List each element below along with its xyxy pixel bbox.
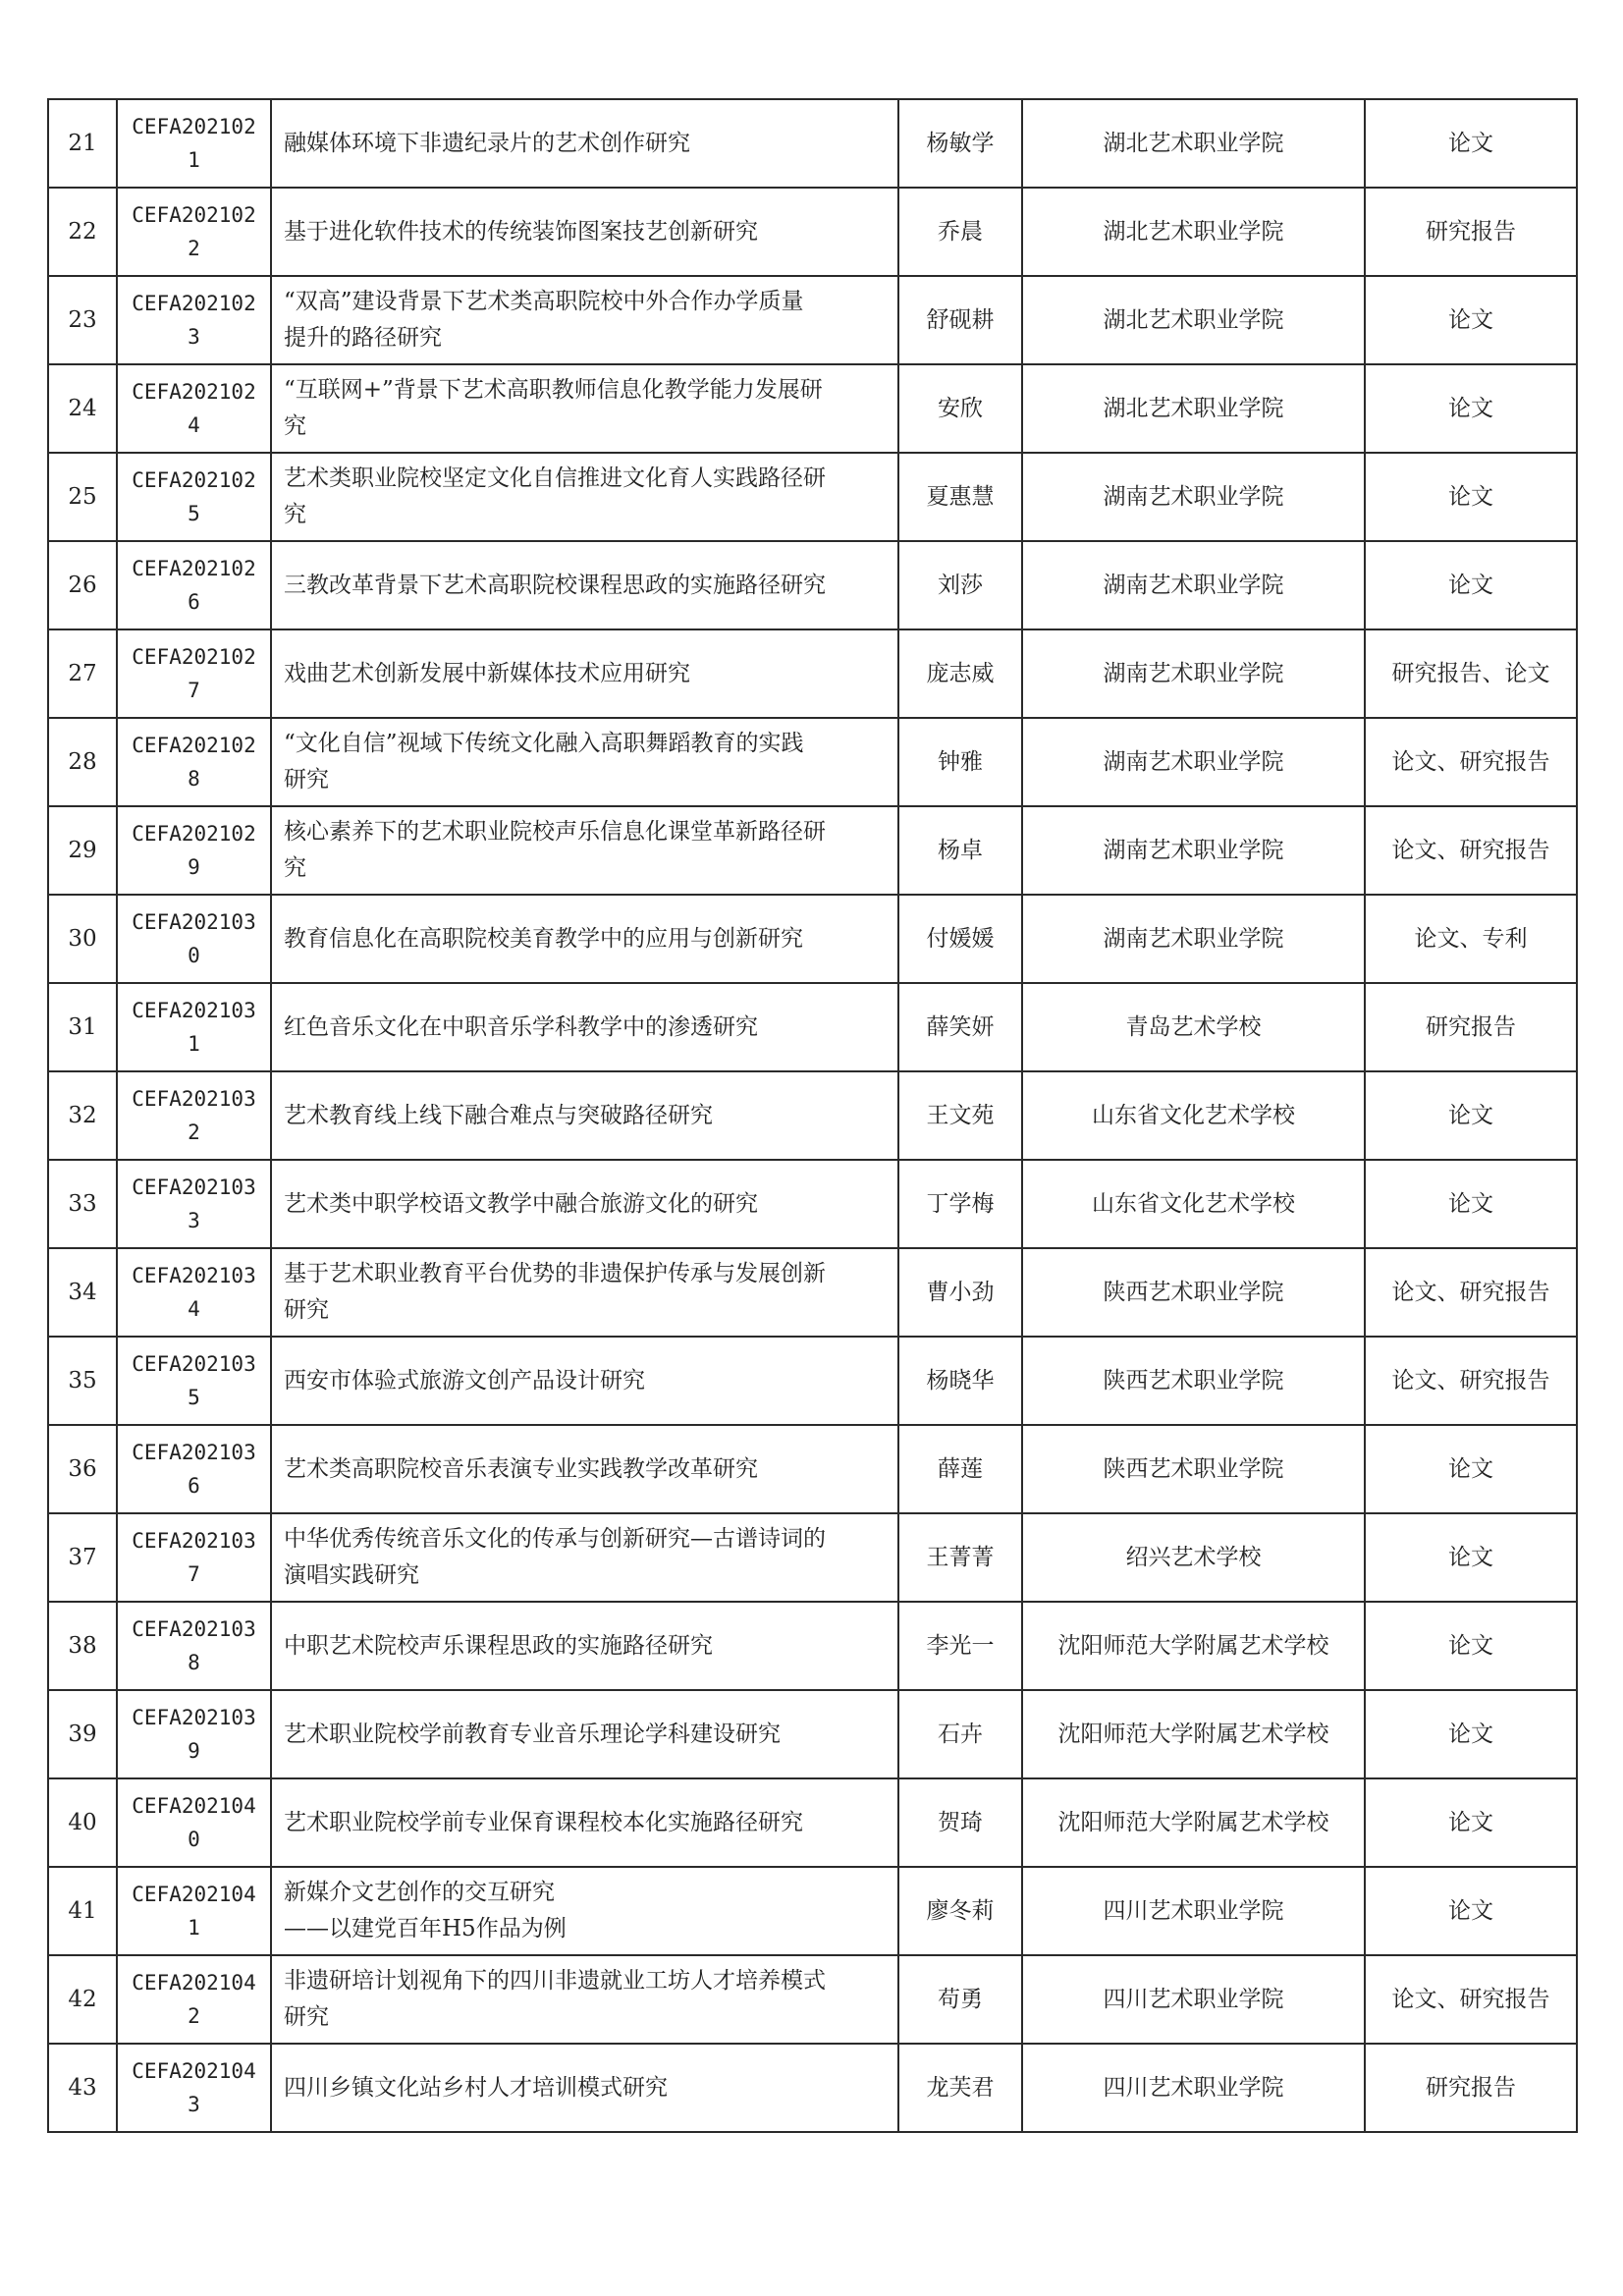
project-code: [117, 1778, 271, 1867]
project-code-line-2: 3: [188, 325, 200, 349]
project-code-line-2: 1: [188, 148, 200, 172]
project-title-line: 研究: [284, 2004, 329, 2030]
institution: 湖南艺术职业学院: [1022, 718, 1365, 806]
table-row: [48, 1248, 1577, 1337]
project-leader: 安欣: [898, 364, 1022, 453]
project-title-line: 教育信息化在高职院校美育教学中的应用与创新研究: [284, 925, 803, 952]
project-code: [117, 1602, 271, 1690]
project-code-line-1: CEFA202104: [132, 1971, 256, 1995]
project-code: [117, 1248, 271, 1337]
row-number: 23: [48, 276, 117, 364]
project-title-line: 核心素养下的艺术职业院校声乐信息化课堂革新路径研: [284, 819, 826, 845]
project-code-line-1: CEFA202104: [132, 1883, 256, 1906]
project-title: [271, 1425, 898, 1513]
project-code: [117, 1425, 271, 1513]
expected-output: 研究报告、论文: [1365, 629, 1577, 718]
project-code-line-2: 2: [188, 1121, 200, 1144]
project-title: [271, 276, 898, 364]
table-row: [48, 1160, 1577, 1248]
institution: 湖北艺术职业学院: [1022, 364, 1365, 453]
project-title: [271, 983, 898, 1071]
project-code: [117, 364, 271, 453]
project-code: [117, 1513, 271, 1602]
institution: 山东省文化艺术学校: [1022, 1160, 1365, 1248]
project-title-line: 三教改革背景下艺术高职院校课程思政的实施路径研究: [284, 572, 826, 598]
expected-output: 论文: [1365, 1071, 1577, 1160]
project-code-line-1: CEFA202102: [132, 380, 256, 404]
table-row: [48, 983, 1577, 1071]
project-title: [271, 2044, 898, 2132]
project-code: [117, 276, 271, 364]
project-title-line: 基于艺术职业教育平台优势的非遗保护传承与发展创新: [284, 1261, 826, 1286]
institution: 湖北艺术职业学院: [1022, 188, 1365, 276]
expected-output: 论文、专利: [1365, 895, 1577, 983]
table-row: [48, 2044, 1577, 2132]
project-title-line: 戏曲艺术创新发展中新媒体技术应用研究: [284, 660, 690, 686]
row-number: 28: [48, 718, 117, 806]
project-code-line-2: 4: [188, 413, 200, 437]
project-code-line-2: 5: [188, 1386, 200, 1409]
project-code: [117, 188, 271, 276]
table-row: [48, 1513, 1577, 1602]
project-code-line-1: CEFA202104: [132, 2059, 256, 2083]
expected-output: 论文: [1365, 1425, 1577, 1513]
project-title-line: 究: [284, 855, 306, 881]
institution: 湖北艺术职业学院: [1022, 99, 1365, 188]
project-code-line-1: CEFA202103: [132, 1617, 256, 1641]
table-row: [48, 806, 1577, 895]
project-leader: 杨敏学: [898, 99, 1022, 188]
project-title: [271, 1602, 898, 1690]
expected-output: 研究报告: [1365, 983, 1577, 1071]
institution: 山东省文化艺术学校: [1022, 1071, 1365, 1160]
project-title: [271, 718, 898, 806]
project-title-line: 艺术教育线上线下融合难点与突破路径研究: [284, 1102, 713, 1128]
row-number: 22: [48, 188, 117, 276]
project-code-line-2: 9: [188, 855, 200, 879]
project-code: [117, 541, 271, 629]
table-row: [48, 364, 1577, 453]
table-row: [48, 541, 1577, 629]
project-code: [117, 1160, 271, 1248]
project-code-line-1: CEFA202102: [132, 115, 256, 138]
project-code-line-2: 6: [188, 1474, 200, 1498]
project-title-line: 研究: [284, 767, 329, 793]
institution: 湖南艺术职业学院: [1022, 806, 1365, 895]
project-code: [117, 1690, 271, 1778]
project-code: [117, 1867, 271, 1955]
project-title-line: 四川乡镇文化站乡村人才培训模式研究: [284, 2074, 668, 2101]
project-title: [271, 364, 898, 453]
institution: 湖南艺术职业学院: [1022, 629, 1365, 718]
expected-output: 论文: [1365, 1513, 1577, 1602]
expected-output: 论文: [1365, 1160, 1577, 1248]
institution: 沈阳师范大学附属艺术学校: [1022, 1602, 1365, 1690]
project-title-line: 提升的路径研究: [284, 325, 442, 351]
project-code: [117, 629, 271, 718]
project-leader: 贺琦: [898, 1778, 1022, 1867]
project-code: [117, 983, 271, 1071]
project-code-line-2: 0: [188, 944, 200, 967]
project-code: [117, 1337, 271, 1425]
project-code-line-2: 1: [188, 1916, 200, 1940]
row-number: 43: [48, 2044, 117, 2132]
project-title: [271, 541, 898, 629]
table-row: [48, 1337, 1577, 1425]
row-number: 26: [48, 541, 117, 629]
institution: 四川艺术职业学院: [1022, 1867, 1365, 1955]
institution: 沈阳师范大学附属艺术学校: [1022, 1690, 1365, 1778]
expected-output: 论文、研究报告: [1365, 806, 1577, 895]
institution: 陕西艺术职业学院: [1022, 1337, 1365, 1425]
project-leader: 李光一: [898, 1602, 1022, 1690]
expected-output: 论文、研究报告: [1365, 1248, 1577, 1337]
row-number: 25: [48, 453, 117, 541]
project-leader: 曹小劲: [898, 1248, 1022, 1337]
project-title-line: 基于进化软件技术的传统装饰图案技艺创新研究: [284, 218, 758, 245]
row-number: 39: [48, 1690, 117, 1778]
project-code-line-2: 7: [188, 1562, 200, 1586]
table-row: [48, 718, 1577, 806]
institution: 青岛艺术学校: [1022, 983, 1365, 1071]
table-row: [48, 1602, 1577, 1690]
project-leader: 乔晨: [898, 188, 1022, 276]
row-number: 30: [48, 895, 117, 983]
project-title: [271, 1955, 898, 2044]
institution: 沈阳师范大学附属艺术学校: [1022, 1778, 1365, 1867]
table-row: [48, 276, 1577, 364]
project-code-line-2: 8: [188, 1651, 200, 1674]
project-code-line-2: 4: [188, 1297, 200, 1321]
expected-output: 论文: [1365, 541, 1577, 629]
project-leader: 舒砚耕: [898, 276, 1022, 364]
project-code-line-1: CEFA202102: [132, 734, 256, 757]
project-title: [271, 806, 898, 895]
project-title: [271, 1160, 898, 1248]
project-title-line: 艺术类职业院校坚定文化自信推进文化育人实践路径研: [284, 465, 826, 491]
project-leader: 庞志威: [898, 629, 1022, 718]
project-leader: 石卉: [898, 1690, 1022, 1778]
project-title: [271, 629, 898, 718]
project-code-line-1: CEFA202102: [132, 557, 256, 580]
project-leader: 王文苑: [898, 1071, 1022, 1160]
project-code-line-1: CEFA202102: [132, 292, 256, 315]
row-number: 24: [48, 364, 117, 453]
institution: 湖南艺术职业学院: [1022, 541, 1365, 629]
table-row: [48, 1955, 1577, 2044]
table-row: [48, 99, 1577, 188]
table-row: [48, 1778, 1577, 1867]
institution: 湖北艺术职业学院: [1022, 276, 1365, 364]
project-code-line-2: 8: [188, 767, 200, 791]
project-title-line: 中职艺术院校声乐课程思政的实施路径研究: [284, 1632, 713, 1659]
project-title-line: 究: [284, 502, 306, 527]
table-row: [48, 1690, 1577, 1778]
institution: 湖南艺术职业学院: [1022, 895, 1365, 983]
institution: 四川艺术职业学院: [1022, 2044, 1365, 2132]
project-leader: 苟勇: [898, 1955, 1022, 2044]
row-number: 40: [48, 1778, 117, 1867]
project-title-line: 演唱实践研究: [284, 1562, 419, 1588]
expected-output: 论文: [1365, 1602, 1577, 1690]
project-code-line-1: CEFA202103: [132, 1175, 256, 1199]
project-title-line: “双高”建设背景下艺术类高职院校中外合作办学质量: [284, 289, 804, 314]
expected-output: 论文: [1365, 99, 1577, 188]
project-code: [117, 99, 271, 188]
project-code-line-2: 6: [188, 590, 200, 614]
project-code: [117, 806, 271, 895]
project-code-line-1: CEFA202103: [132, 1264, 256, 1287]
project-title-line: 艺术类中职学校语文教学中融合旅游文化的研究: [284, 1190, 758, 1217]
row-number: 27: [48, 629, 117, 718]
project-leader: 廖冬莉: [898, 1867, 1022, 1955]
expected-output: 研究报告: [1365, 188, 1577, 276]
project-title-line: “互联网+”背景下艺术高职教师信息化教学能力发展研: [284, 377, 823, 403]
table-row: [48, 1071, 1577, 1160]
institution: 绍兴艺术学校: [1022, 1513, 1365, 1602]
expected-output: 研究报告: [1365, 2044, 1577, 2132]
project-code: [117, 2044, 271, 2132]
project-title: [271, 99, 898, 188]
table-row: [48, 453, 1577, 541]
project-code-line-1: CEFA202102: [132, 468, 256, 492]
project-code-line-2: 5: [188, 502, 200, 525]
institution: 陕西艺术职业学院: [1022, 1425, 1365, 1513]
project-code-line-1: CEFA202103: [132, 1441, 256, 1464]
row-number: 32: [48, 1071, 117, 1160]
project-leader: 夏惠慧: [898, 453, 1022, 541]
project-code-line-1: CEFA202103: [132, 1706, 256, 1729]
project-leader: 薛莲: [898, 1425, 1022, 1513]
project-code-line-2: 7: [188, 679, 200, 702]
project-code-line-2: 2: [188, 237, 200, 260]
expected-output: 论文: [1365, 364, 1577, 453]
row-number: 33: [48, 1160, 117, 1248]
project-code-line-2: 2: [188, 2004, 200, 2028]
project-code: [117, 1071, 271, 1160]
institution: 四川艺术职业学院: [1022, 1955, 1365, 2044]
expected-output: 论文、研究报告: [1365, 1337, 1577, 1425]
project-title-line: 新媒介文艺创作的交互研究: [284, 1880, 555, 1905]
table-row: [48, 188, 1577, 276]
project-leader: 刘莎: [898, 541, 1022, 629]
expected-output: 论文、研究报告: [1365, 1955, 1577, 2044]
row-number: 31: [48, 983, 117, 1071]
institution: 陕西艺术职业学院: [1022, 1248, 1365, 1337]
project-leader: 钟雅: [898, 718, 1022, 806]
row-number: 34: [48, 1248, 117, 1337]
expected-output: 论文: [1365, 453, 1577, 541]
table-body: [48, 99, 1577, 2132]
project-leader: 丁学梅: [898, 1160, 1022, 1248]
project-code-line-1: CEFA202103: [132, 1352, 256, 1376]
project-code-line-1: CEFA202102: [132, 645, 256, 669]
project-title-line: 艺术职业院校学前教育专业音乐理论学科建设研究: [284, 1721, 781, 1747]
project-title: [271, 1778, 898, 1867]
project-title: [271, 1867, 898, 1955]
project-title: [271, 1513, 898, 1602]
project-title: [271, 1690, 898, 1778]
table-row: [48, 1425, 1577, 1513]
project-title: [271, 453, 898, 541]
project-title-line: 西安市体验式旅游文创产品设计研究: [284, 1367, 645, 1394]
expected-output: 论文: [1365, 1690, 1577, 1778]
table-row: [48, 895, 1577, 983]
project-code-line-2: 3: [188, 2093, 200, 2116]
project-code-line-1: CEFA202102: [132, 822, 256, 846]
project-title-line: ——以建党百年H5作品为例: [284, 1916, 567, 1941]
row-number: 41: [48, 1867, 117, 1955]
project-title-line: 非遗研培计划视角下的四川非遗就业工坊人才培养模式: [284, 1968, 826, 1994]
project-leader: 杨晓华: [898, 1337, 1022, 1425]
project-title-line: 艺术职业院校学前专业保育课程校本化实施路径研究: [284, 1809, 803, 1835]
expected-output: 论文、研究报告: [1365, 718, 1577, 806]
institution: 湖南艺术职业学院: [1022, 453, 1365, 541]
project-title-line: 艺术类高职院校音乐表演专业实践教学改革研究: [284, 1455, 758, 1482]
expected-output: 论文: [1365, 276, 1577, 364]
row-number: 29: [48, 806, 117, 895]
project-title: [271, 1337, 898, 1425]
row-number: 36: [48, 1425, 117, 1513]
project-code-line-2: 0: [188, 1828, 200, 1851]
project-leader: 杨卓: [898, 806, 1022, 895]
project-title-line: 红色音乐文化在中职音乐学科教学中的渗透研究: [284, 1013, 758, 1040]
project-code-line-1: CEFA202102: [132, 203, 256, 227]
project-code-line-2: 1: [188, 1032, 200, 1056]
project-title-line: 融媒体环境下非遗纪录片的艺术创作研究: [284, 130, 690, 156]
project-title-line: 中华优秀传统音乐文化的传承与创新研究—古谱诗词的: [284, 1526, 826, 1552]
row-number: 38: [48, 1602, 117, 1690]
project-title-line: 究: [284, 413, 306, 439]
project-title-line: 研究: [284, 1297, 329, 1323]
row-number: 35: [48, 1337, 117, 1425]
project-code: [117, 718, 271, 806]
project-list-table: [47, 98, 1578, 2133]
expected-output: 论文: [1365, 1778, 1577, 1867]
project-code: [117, 1955, 271, 2044]
project-code-line-2: 9: [188, 1739, 200, 1763]
row-number: 42: [48, 1955, 117, 2044]
project-leader: 薛笑妍: [898, 983, 1022, 1071]
table-row: [48, 629, 1577, 718]
project-code-line-1: CEFA202103: [132, 999, 256, 1022]
project-leader: 付媛媛: [898, 895, 1022, 983]
row-number: 21: [48, 99, 117, 188]
table-row: [48, 1867, 1577, 1955]
project-code-line-2: 3: [188, 1209, 200, 1232]
project-title: [271, 895, 898, 983]
expected-output: 论文: [1365, 1867, 1577, 1955]
project-title: [271, 188, 898, 276]
row-number: 37: [48, 1513, 117, 1602]
project-code: [117, 895, 271, 983]
project-code-line-1: CEFA202103: [132, 1529, 256, 1553]
project-code: [117, 453, 271, 541]
project-title: [271, 1248, 898, 1337]
project-code-line-1: CEFA202103: [132, 1087, 256, 1111]
project-code-line-1: CEFA202104: [132, 1794, 256, 1818]
project-leader: 王菁菁: [898, 1513, 1022, 1602]
project-code-line-1: CEFA202103: [132, 910, 256, 934]
project-leader: 龙芙君: [898, 2044, 1022, 2132]
project-title-line: “文化自信”视域下传统文化融入高职舞蹈教育的实践: [284, 731, 804, 756]
project-title: [271, 1071, 898, 1160]
